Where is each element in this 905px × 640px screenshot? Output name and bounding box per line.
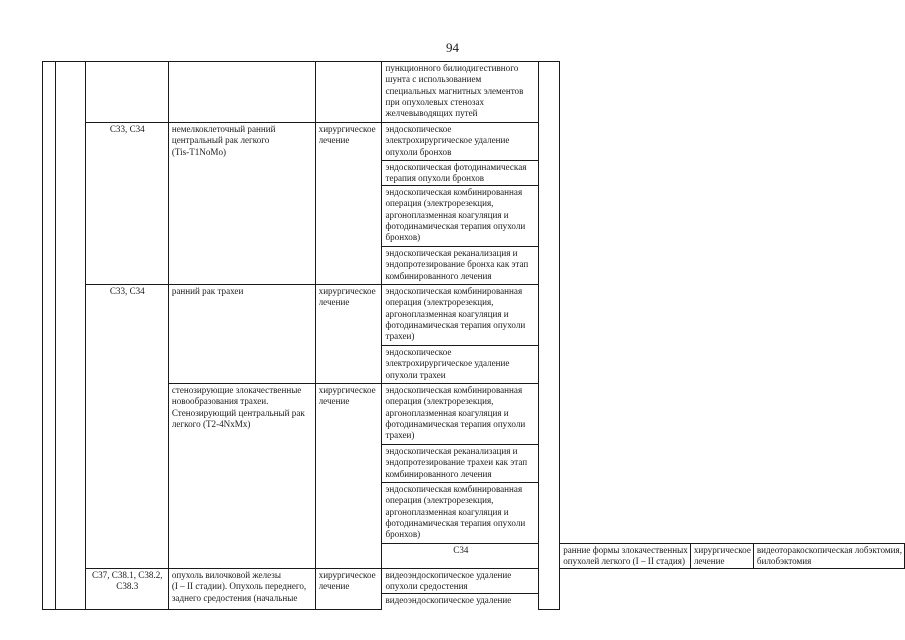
table-row: [43, 384, 905, 445]
method-cell: эндоскопическая комбинированная операция (электрорезекция, аргоноплазменная коагуляция и фотодинамическая терапия опухоли бронхов): [382, 483, 539, 544]
treatment-cell: хирургическое лечение: [315, 123, 382, 285]
model-cell: [168, 62, 315, 123]
code-cell: С33, С34: [85, 123, 168, 285]
method-cell: видеоторакоскопическая лобэктомия, билобэктомия: [753, 544, 904, 569]
model-cell: ранние формы злокачественных опухолей легкого (I – II стадия): [560, 544, 691, 569]
table-row: [43, 62, 905, 123]
treatment-cell: хирургическое лечение: [315, 384, 382, 569]
method-cell: эндоскопическое электрохирургическое удаление опухоли трахеи: [382, 346, 539, 384]
page-number: 94: [446, 40, 459, 55]
code-cell: С34: [382, 544, 539, 569]
model-cell: опухоль вилочковой железы (I – II стадии). Опухоль переднего, заднего средостения (начальные: [168, 569, 315, 610]
treatment-cell: хирургическое лечение: [690, 544, 753, 569]
code-cell: [85, 62, 168, 123]
treatment-cell: [315, 62, 382, 123]
model-cell: ранний рак трахеи: [168, 285, 315, 384]
model-cell: стенозирующие злокачественные новообразования трахеи. Стенозирующий центральный рак легкого (Т2-4NxMx): [168, 384, 315, 569]
method-cell: эндоскопическое электрохирургическое удаление опухоли бронхов: [382, 123, 539, 161]
table-row: [43, 123, 905, 161]
table-row: [43, 285, 905, 346]
treatment-table: [42, 61, 905, 610]
norm-cell: [539, 62, 560, 610]
method-cell: эндоскопическая реканализация и эндопротезирование трахеи как этап комбинированного лечения: [382, 445, 539, 483]
method-cell: видеоэндоскопическое удаление опухоли средостения: [382, 569, 539, 594]
treatment-cell: хирургическое лечение: [315, 285, 382, 384]
method-cell: эндоскопическая комбинированная операция (электрорезекция, аргоноплазменная коагуляция и фотодинамическая терапия опухоли трахеи): [382, 285, 539, 346]
method-cell: [382, 606, 539, 609]
group-name-cell: [55, 62, 85, 610]
model-cell: немелкоклеточный ранний центральный рак легкого (Tis-T1NoMo): [168, 123, 315, 285]
method-cell: эндоскопическая реканализация и эндопротезирование бронха как этап комбинированного лечения: [382, 247, 539, 285]
treatment-cell: хирургическое лечение: [315, 569, 382, 610]
table-row: [43, 569, 905, 594]
index-cell: [43, 62, 56, 610]
method-cell: пункционного билиодигестивного шунта с использованием специальных магнитных элементов при опухолевых стенозах желчевыводящих путей: [382, 62, 539, 123]
method-cell: видеоэндоскопическое удаление: [382, 594, 539, 607]
code-cell: С33, С34: [85, 285, 168, 569]
method-cell: эндоскопическая комбинированная операция (электрорезекция, аргоноплазменная коагуляция и фотодинамическая терапия опухоли трахеи): [382, 384, 539, 445]
method-cell: эндоскопическая фотодинамическая терапия опухоли бронхов: [382, 161, 539, 186]
method-cell: эндоскопическая комбинированная операция (электрорезекция, аргоноплазменная коагуляция и фотодинамическая терапия опухоли бронхов): [382, 186, 539, 247]
code-cell: С37, С38.1, С38.2, С38.3: [85, 569, 168, 610]
